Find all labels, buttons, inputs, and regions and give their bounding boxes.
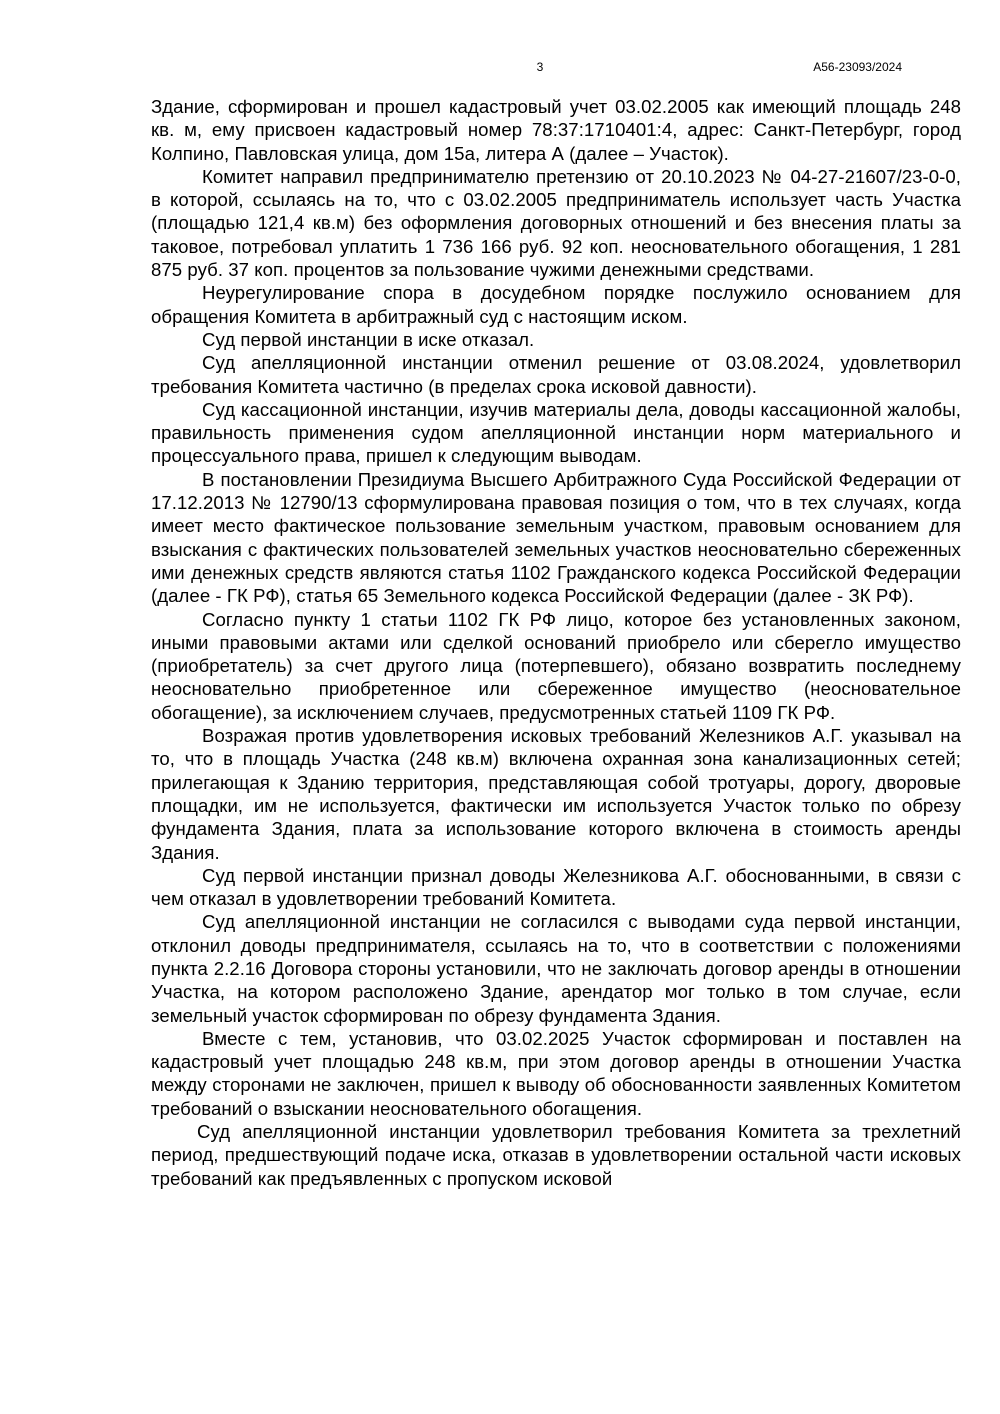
paragraph-4: Суд первой инстанции в иске отказал.	[202, 328, 535, 350]
paragraph-8: Согласно пункту 1 статьи 1102 ГК РФ лицо, которое без установленных законом, иными правовыми актами или сделкой оснований приобрело или сберегло имущество (приобретатель) за счет другого лица (потерпевшего), обязано возвратить последнему неосновательно приобретенное или сбереженное имущество (неосновательное обогащение), за исключением случаев, предусмотренных статьей 1109 ГК РФ.	[151, 608, 961, 723]
paragraph-1: Здание, сформирован и прошел кадастровый учет 03.02.2005 как имеющий площадь 248 кв. м, ему присвоен кадастровый номер 78:37:1710401:4, адрес: Санкт-Петербург, город Колпино, Павловская улица, дом 15а, литера А (далее – Участок).	[151, 96, 961, 164]
document-body	[151, 95, 961, 1190]
case-number: А56-23093/2024	[813, 60, 902, 74]
paragraph-12: Вместе с тем, установив, что 03.02.2025 Участок сформирован и поставлен на кадастровый учет площадью 248 кв.м, при этом договор аренды в отношении Участка между сторонами не заключен, пришел к выводу об обоснованности заявленных Комитетом требований о взыскании неосновательного обогащения.	[151, 1027, 961, 1119]
paragraph-10: Суд первой инстанции признал доводы Железникова А.Г. обоснованными, в связи с чем отказал в удовлетворении требований Комитета.	[151, 864, 961, 910]
paragraph-13: Суд апелляционной инстанции удовлетворил требования Комитета за трехлетний период, предшествующий подаче иска, отказав в удовлетворении остальной части исковых требований как предъявленных с пропуском исковой	[151, 1121, 961, 1189]
paragraph-5: Суд апелляционной инстанции отменил решение от 03.08.2024, удовлетворил требования Комитета частично (в пределах срока исковой давности).	[151, 352, 961, 397]
paragraph-6: Суд кассационной инстанции, изучив материалы дела, доводы кассационной жалобы, правильность применения судом апелляционной инстанции норм материального и процессуального права, пришел к следующим выводам.	[151, 398, 961, 467]
paragraph-9: Возражая против удовлетворения исковых требований Железников А.Г. указывал на то, что в площадь Участка (248 кв.м) включена охранная зона канализационных сетей; прилегающая к Зданию территория, представляющая собой тротуары, дорогу, дворовые площадки, им не используется, фактически им используется Участок только по обрезу фундамента Здания, плата за использование которого включена в стоимость аренды Здания.	[151, 725, 961, 863]
page-number: 3	[536, 60, 544, 74]
paragraph-7: В постановлении Президиума Высшего Арбитражного Суда Российской Федерации от 17.12.2013 № 12790/13 сформулирована правовая позиция о том, что в тех случаях, когда имеет место фактическое пользование земельным участком, правовым основанием для взыскания с фактических пользователей земельных участков неосновательно сбереженных ими денежных средств являются статья 1102 Гражданского кодекса Российской Федерации (далее - ГК РФ), статья 65 Земельного кодекса Российской Федерации (далее - ЗК РФ).	[151, 468, 961, 607]
paragraph-3: Неурегулирование спора в досудебном порядке послужило основанием для обращения Комитета в арбитражный суд с настоящим иском.	[151, 282, 961, 327]
paragraph-2: Комитет направил предпринимателю претензию от 20.10.2023 № 04-27-21607/23-0-0, в которой, ссылаясь на то, что с 03.02.2005 предприниматель использует часть Участка (площадью 121,4 кв.м) без оформления договорных отношений и без внесения платы за таковое, потребовал уплатить 1 736 166 руб. 92 коп. неосновательного обогащения, 1 281 875 руб. 37 коп. процентов за пользование чужими денежными средствами.	[151, 165, 961, 281]
paragraph-11: Суд апелляционной инстанции не согласился с выводами суда первой инстанции, отклонил доводы предпринимателя, ссылаясь на то, что в соответствии с положениями пункта 2.2.16 Договора стороны установили, что не заключать договор аренды в отношении Участка, на котором расположено Здание, арендатор мог только в том случае, если земельный участок сформирован по обрезу фундамента Здания.	[151, 911, 961, 1026]
